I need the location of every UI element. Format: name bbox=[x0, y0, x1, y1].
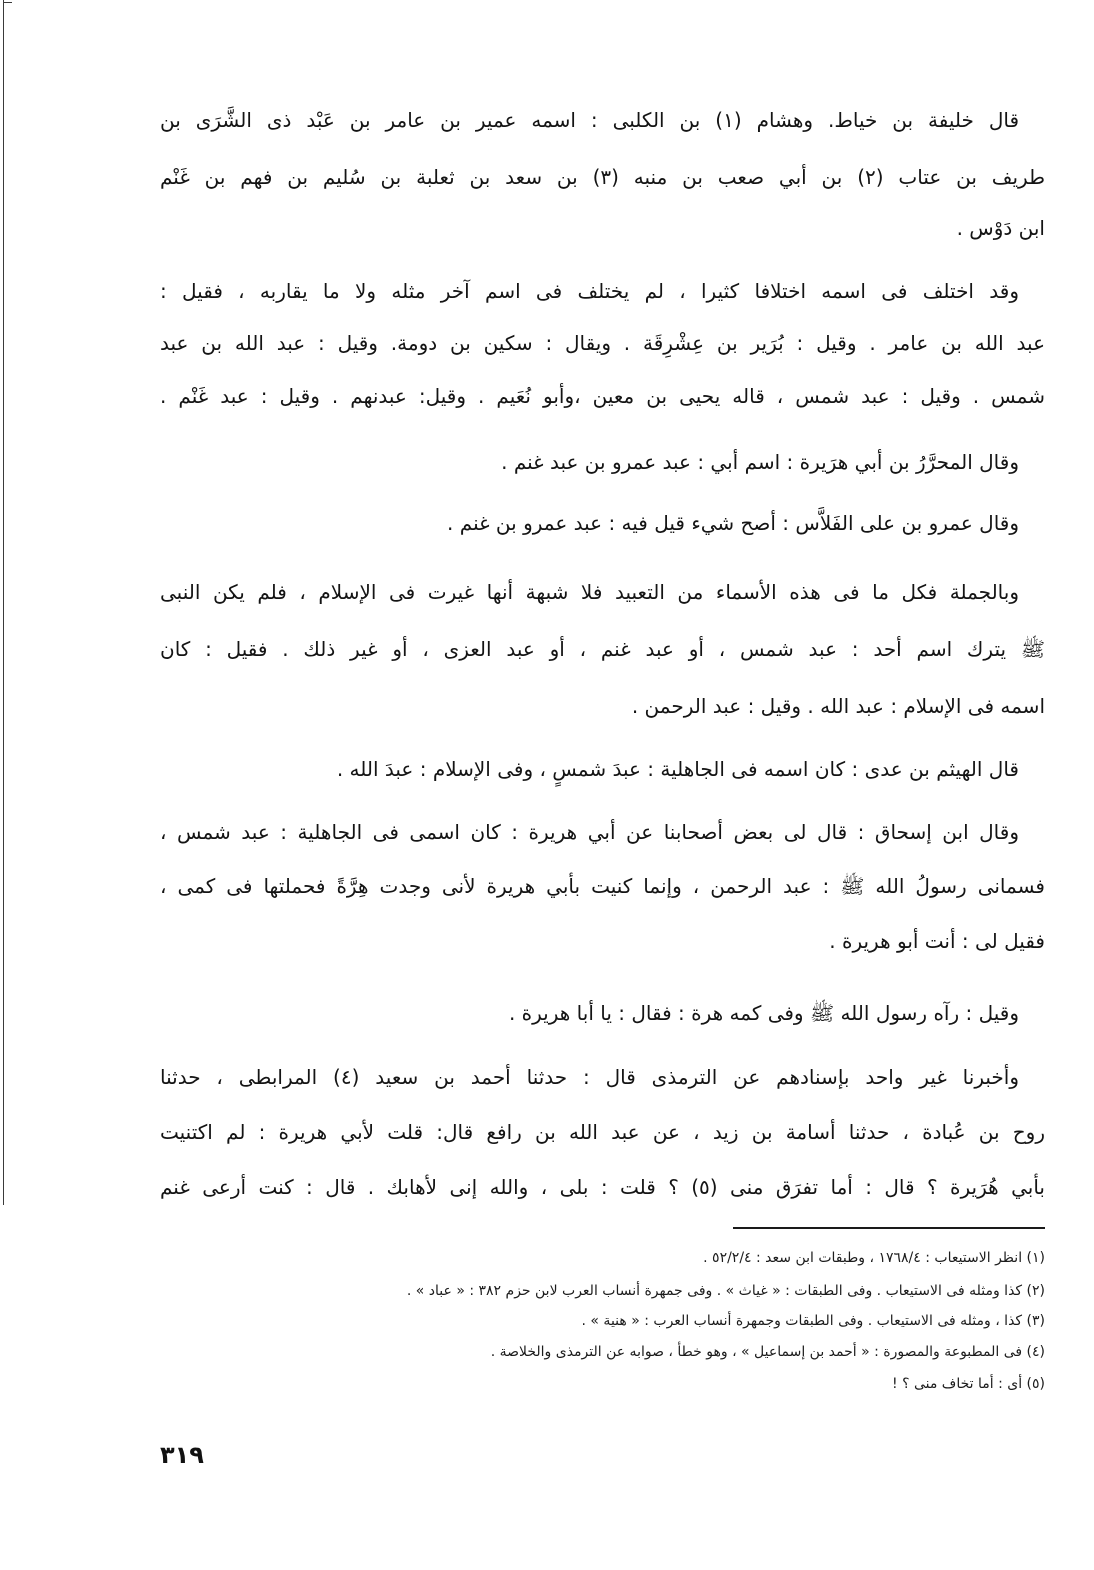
text-line: عبد الله بن عامر . وقيل : بُرَير بن عِشْرِقَة . ويقال : سكين بن دومة. وقيل : عبد الله بن عبد bbox=[160, 331, 1045, 355]
footnote: (١) انظر الاستيعاب : ١٧٦٨/٤ ، وطبقات ابن سعد : ٥٢/٢/٤ . bbox=[703, 1250, 1045, 1266]
footnote: (٣) كذا ، ومثله فى الاستيعاب . وفى الطبقات وجمهرة أنساب العرب : « هنية » . bbox=[581, 1313, 1045, 1329]
footnote: (٥) أى : أما تخاف منى ؟ ! bbox=[892, 1376, 1045, 1392]
footnote: (٤) فى المطبوعة والمصورة : « أحمد بن إسماعيل » ، وهو خطأ ، صوابه عن الترمذى والخلاصة . bbox=[490, 1344, 1045, 1360]
text-line: وأخبرنا غير واحد بإسنادهم عن الترمذى قال : حدثنا أحمد بن سعيد (٤) المرابطى ، حدثنا bbox=[160, 1065, 1019, 1089]
text-line: وقال ابن إسحاق : قال لى بعض أصحابنا عن أبي هريرة : كان اسمى فى الجاهلية : عبد شمس ، bbox=[160, 820, 1019, 844]
text-line: وقيل : رآه رسول الله ﷺ وفى كمه هرة : فقال : يا أبا هريرة . bbox=[508, 1001, 1019, 1025]
text-line: وقد اختلف فى اسمه اختلافا كثيرا ، لم يختلف فى اسم آخر مثله ولا ما يقاربه ، فقيل : bbox=[160, 279, 1019, 303]
text-line: وبالجملة فكل ما فى هذه الأسماء من التعبيد فلا شبهة أنها غيرت فى الإسلام ، فلم يكن النبى bbox=[160, 580, 1019, 604]
footnote-separator bbox=[733, 1227, 1045, 1229]
text-line: ﷺ يترك اسم أحد : عبد شمس ، أو عبد غنم ، أو عبد العزى ، أو غير ذلك . فقيل : كان bbox=[160, 637, 1045, 661]
text-line: شمس . وقيل : عبد شمس ، قاله يحيى بن معين ،وأبو نُعَيم . وقيل: عبدنهم . وقيل : عبد غَنْم . bbox=[160, 384, 1045, 408]
text-line: روح بن عُبادة ، حدثنا أسامة بن زيد ، عن عبد الله بن رافع قال: قلت لأبي هريرة : لم اكتنيت bbox=[160, 1120, 1045, 1144]
text-line: بأبي هُرَيرة ؟ قال : أما تفرَق منى (٥) ؟ قلت : بلى ، والله إنى لأهابك . قال : كنت أرعى غنم bbox=[160, 1175, 1045, 1199]
text-line: وقال المحرَّرُ بن أبي هرَيرة : اسم أبي : عبد عمرو بن عبد غنم . bbox=[501, 450, 1019, 474]
page-border-line bbox=[3, 0, 4, 1205]
page-border-tick bbox=[3, 2, 12, 3]
text-line: طريف بن عتاب (٢) بن أبي صعب بن منبه (٣) بن سعد بن ثعلبة بن سُليم بن فهم بن غَنْم bbox=[160, 165, 1046, 189]
text-line: فقيل لى : أنت أبو هريرة . bbox=[829, 929, 1045, 953]
text-line: ابن دَوْس . bbox=[956, 216, 1045, 240]
text-line: وقال عمرو بن على الفَلاَّس : أصح شيء قيل فيه : عبد عمرو بن غنم . bbox=[447, 511, 1019, 535]
text-line: قال الهيثم بن عدى : كان اسمه فى الجاهلية : عبدَ شمسٍ ، وفى الإسلام : عبدَ الله . bbox=[336, 757, 1019, 781]
footnote: (٢) كذا ومثله فى الاستيعاب . وفى الطبقات : « غياث » . وفى جمهرة أنساب العرب لابن حزم ٣٨٢ : « عباد » . bbox=[406, 1283, 1045, 1299]
page-number: ٣١٩ bbox=[160, 1441, 204, 1469]
text-line: فسمانى رسولُ الله ﷺ : عبد الرحمن ، وإنما كنيت بأبي هريرة لأنى وجدت هِرَّةً فحملتها فى كمى ، bbox=[160, 874, 1045, 898]
text-line: اسمه فى الإسلام : عبد الله . وقيل : عبد الرحمن . bbox=[631, 694, 1045, 718]
text-line: قال خليفة بن خياط. وهشام (١) بن الكلبى : اسمه عمير بن عامر بن عَبْد ذى الشَّرَى بن bbox=[160, 108, 1019, 132]
